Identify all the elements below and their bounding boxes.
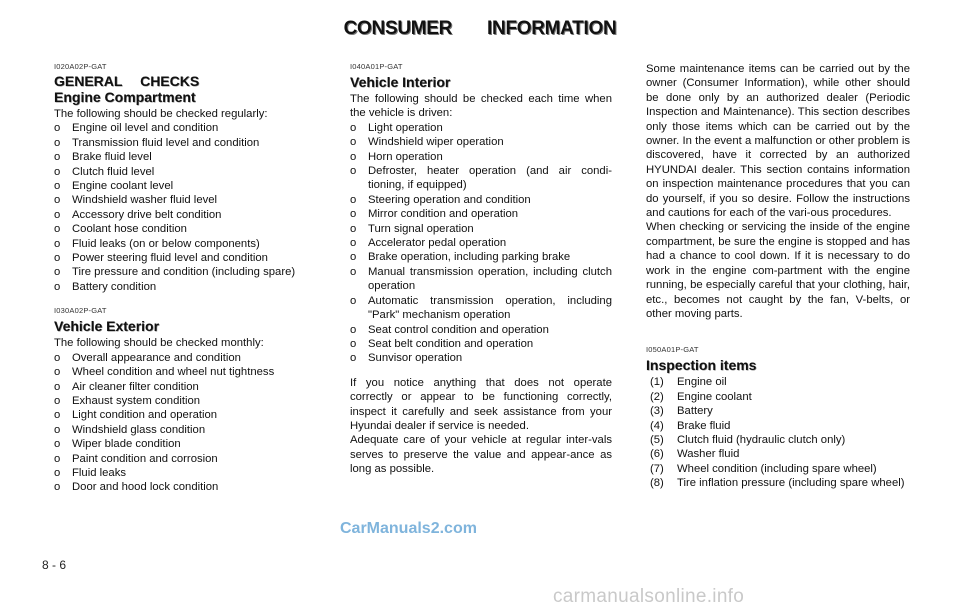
subheading-vehicle-interior: Vehicle Interior — [350, 74, 451, 90]
list-item-text: Engine oil level and condition — [72, 122, 219, 135]
inspection-item — [650, 404, 910, 418]
section-heading: GENERAL CHECKS — [54, 73, 200, 89]
intro-text: The following should be checked regularly: — [54, 108, 268, 120]
list-item-text: Defroster, heater operation (and air condi-tioning, if equipped) — [368, 165, 612, 192]
subheading-vehicle-exterior: Vehicle Exterior — [54, 318, 160, 335]
list-item — [54, 150, 322, 164]
item-number: (1) — [650, 376, 664, 389]
list-item-text: Exhaust system condition — [72, 394, 201, 407]
list-item — [350, 135, 612, 149]
item-number: (3) — [650, 405, 664, 418]
list-item — [54, 408, 322, 422]
list-item-text: Battery condition — [72, 280, 157, 293]
list-bullet: o — [54, 237, 61, 250]
list-item-text: Coolant hose condition — [72, 223, 187, 236]
subheading-inspection-items: Inspection items — [646, 357, 757, 374]
column-middle — [350, 62, 612, 477]
list-bullet: o — [350, 193, 357, 206]
item-text: Brake fluid — [677, 419, 731, 432]
inspection-item — [650, 462, 910, 476]
intro-text: The following should be checked monthly: — [54, 337, 264, 350]
list-item — [350, 222, 612, 236]
section-code: I020A02P-GAT — [54, 62, 107, 71]
item-text: Tire inflation pressure (including spare wheel) — [677, 477, 905, 490]
list-item — [350, 150, 612, 164]
item-number: (8) — [650, 477, 664, 490]
list-item-text: Brake operation, including parking brake — [368, 251, 571, 264]
list-bullet: o — [350, 150, 357, 163]
list-item — [350, 236, 612, 250]
list-item-text: Overall appearance and condition — [72, 351, 241, 364]
list-item — [54, 237, 322, 251]
list-bullet: o — [54, 223, 61, 236]
list-item — [350, 207, 612, 221]
list-item — [54, 165, 322, 179]
inspection-item — [650, 476, 910, 490]
list-item — [350, 193, 612, 207]
item-number: (2) — [650, 390, 664, 403]
column-right — [646, 62, 910, 491]
inspection-item — [650, 375, 910, 389]
list-item — [54, 394, 322, 408]
item-text: Washer fluid — [677, 448, 740, 461]
list-item-text: Tire pressure and condition (including spare) — [72, 266, 296, 279]
list-bullet: o — [54, 165, 61, 178]
list-bullet: o — [54, 380, 61, 393]
page-number: 8 - 6 — [42, 558, 67, 572]
list-item — [54, 136, 322, 150]
list-item-text: Wiper blade condition — [72, 438, 181, 451]
list-bullet: o — [54, 122, 61, 135]
list-item — [350, 337, 612, 351]
item-text: Wheel condition (including spare wheel) — [677, 462, 877, 475]
list-bullet: o — [54, 438, 61, 451]
list-item-text: Accessory drive belt condition — [72, 208, 222, 221]
list-item — [54, 380, 322, 394]
list-bullet: o — [350, 136, 357, 149]
paragraph-engine-safety: When checking or servicing the inside of the engine compartment, be sure the engine is stopped and has had a chance to cool down. If it is necessary to do work in the engine com-partment with the engine running, be especially careful that your clothing, hair, etc., becomes not caught by the fan, V-belts, or other moving parts. — [646, 221, 910, 320]
interior-checklist — [350, 121, 612, 366]
list-bullet: o — [54, 180, 61, 193]
list-bullet: o — [54, 280, 61, 293]
list-item-text: Paint condition and corrosion — [72, 452, 218, 465]
column-left — [54, 62, 322, 495]
list-bullet: o — [54, 409, 61, 422]
list-bullet: o — [54, 394, 61, 407]
list-item-text: Manual transmission operation, including clutch operation — [368, 265, 612, 293]
list-bullet: o — [54, 252, 61, 265]
list-bullet: o — [54, 266, 61, 279]
list-item — [350, 250, 612, 264]
inspection-item — [650, 447, 910, 461]
list-item-text: Engine coolant level — [72, 180, 174, 193]
list-item — [350, 164, 612, 193]
list-item — [54, 251, 322, 265]
list-bullet: o — [350, 337, 357, 350]
list-item-text: Horn operation — [368, 150, 443, 163]
paragraph-maintenance: Some maintenance items can be carried out by the owner (Consumer Information), while other should be done only by an authorized dealer (Periodic Inspection and Maintenance). This section describes only those items which can be carried out by the owner. In the event a malfunction or other problem is discovered, have it corrected by an authorized HYUNDAI dealer. This section contains information on inspection maintenance procedures that you can do yourself, if you so desire. Follow the instructions and cautions for each of the vari-ous procedures. — [646, 63, 910, 220]
list-bullet: o — [350, 251, 357, 264]
list-item-text: Mirror condition and operation — [368, 208, 519, 221]
section-code: I030A02P-GAT — [54, 306, 107, 316]
item-number: (6) — [650, 448, 664, 461]
list-bullet: o — [54, 351, 61, 364]
list-item — [350, 351, 612, 365]
list-item-text: Seat belt condition and operation — [368, 337, 534, 350]
list-item — [54, 437, 322, 451]
list-item — [350, 294, 612, 323]
list-item — [54, 423, 322, 437]
list-item-text: Turn signal operation — [368, 222, 474, 235]
list-bullet: o — [54, 452, 61, 465]
list-bullet: o — [350, 323, 357, 336]
paragraph-care: Adequate care of your vehicle at regular inter-vals serves to preserve the value and appear-ance as long as possible. — [350, 434, 612, 476]
list-item — [54, 121, 322, 135]
inspection-item — [650, 433, 910, 447]
list-item — [54, 452, 322, 466]
list-bullet: o — [54, 481, 61, 494]
list-item-text: Steering operation and condition — [368, 193, 531, 206]
exterior-checklist — [54, 351, 322, 495]
section-code: I050A01P-GAT — [646, 345, 699, 355]
list-item-text: Light operation — [368, 121, 443, 134]
list-item — [54, 222, 322, 236]
list-item — [54, 208, 322, 222]
engine-checklist — [54, 121, 322, 294]
list-item — [350, 323, 612, 337]
list-item — [54, 193, 322, 207]
list-item — [54, 480, 322, 494]
list-item-text: Door and hood lock condition — [72, 481, 219, 494]
list-item-text: Windshield glass condition — [72, 423, 206, 436]
list-item-text: Accelerator pedal operation — [368, 237, 507, 250]
list-bullet: o — [350, 237, 357, 250]
list-item — [54, 365, 322, 379]
list-item-text: Windshield wiper operation — [368, 136, 504, 149]
subheading-engine-compartment: Engine Compartment — [54, 89, 196, 105]
list-item-text: Automatic transmission operation, including "Park" mechanism operation — [368, 294, 612, 322]
item-number: (7) — [650, 462, 664, 475]
list-item — [350, 265, 612, 294]
item-text: Battery — [677, 405, 713, 418]
page-header-title: CONSUMER INFORMATION — [343, 18, 617, 39]
inspection-item — [650, 419, 910, 433]
list-item — [54, 265, 322, 279]
section-code: I040A01P-GAT — [350, 62, 403, 71]
list-item-text: Fluid leaks — [72, 466, 126, 479]
list-item-text: Clutch fluid level — [72, 165, 155, 178]
list-item-text: Power steering fluid level and condition — [72, 252, 268, 265]
list-item-text: Wheel condition and wheel nut tightness — [72, 366, 275, 379]
list-bullet: o — [350, 352, 357, 365]
item-text: Engine coolant — [677, 390, 752, 403]
list-item-text: Air cleaner filter condition — [72, 380, 199, 393]
list-bullet: o — [54, 194, 61, 207]
item-number: (5) — [650, 433, 664, 446]
list-bullet: o — [350, 121, 357, 134]
list-item-text: Transmission fluid level and condition — [72, 136, 260, 149]
item-text: Clutch fluid (hydraulic clutch only) — [677, 433, 846, 446]
list-item-text: Light condition and operation — [72, 409, 218, 422]
list-item-text: Windshield washer fluid level — [72, 194, 218, 207]
list-item — [54, 466, 322, 480]
paragraph-notice: If you notice anything that does not operate correctly or appear to be functioning correctly, inspect it carefully and seek assistance from your Hyundai dealer if service is needed. — [350, 376, 612, 432]
list-item-text: Fluid leaks (on or below components) — [72, 237, 260, 250]
list-item-text: Seat control condition and operation — [368, 323, 549, 336]
inspection-items-list — [650, 375, 910, 490]
item-text: Engine oil — [677, 376, 727, 389]
item-number: (4) — [650, 419, 664, 432]
list-bullet: o — [350, 265, 357, 278]
list-bullet: o — [350, 208, 357, 221]
intro-text: The following should be checked each time when the vehicle is driven: — [350, 93, 612, 120]
watermark-source: carmanualsonline.info — [553, 586, 745, 607]
list-bullet: o — [54, 466, 61, 479]
list-item — [54, 280, 322, 294]
list-bullet: o — [54, 423, 61, 436]
list-item-text: Sunvisor operation — [368, 352, 463, 365]
list-bullet: o — [54, 208, 61, 221]
list-item — [350, 121, 612, 135]
list-bullet: o — [350, 294, 357, 307]
list-bullet: o — [54, 136, 61, 149]
list-bullet: o — [350, 165, 357, 178]
list-bullet: o — [350, 222, 357, 235]
watermark-carmanuals: CarManuals2.com — [340, 520, 477, 537]
list-item — [54, 351, 322, 365]
list-item — [54, 179, 322, 193]
list-bullet: o — [54, 151, 61, 164]
inspection-item — [650, 390, 910, 404]
list-item-text: Brake fluid level — [72, 151, 152, 164]
list-bullet: o — [54, 366, 61, 379]
